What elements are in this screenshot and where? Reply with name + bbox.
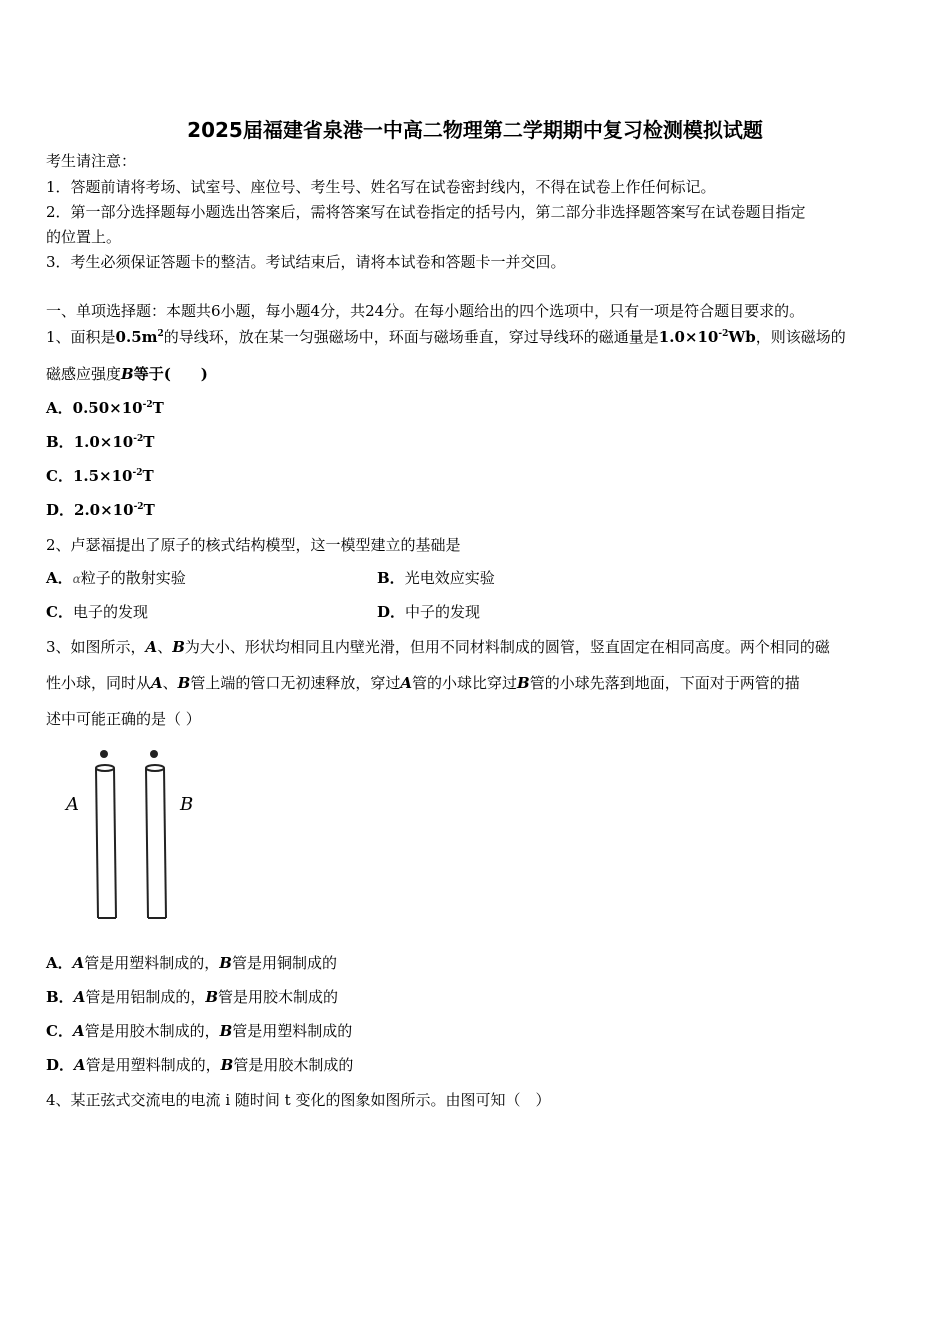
q2-option-b[interactable]: B．光电效应实验 bbox=[377, 569, 495, 587]
page-title: 2025届福建省泉港一中高二物理第二学期期中复习检测模拟试题 bbox=[187, 118, 763, 142]
q2-option-a[interactable]: A．α粒子的散射实验 bbox=[46, 569, 186, 587]
q1-option-d[interactable]: D．$2.0\times 10^{-2}T$ bbox=[46, 501, 155, 519]
q3-option-d[interactable]: D．A管是用塑料制成的，B管是用胶木制成的 bbox=[46, 1056, 354, 1074]
tube-a bbox=[96, 765, 116, 918]
q2-options-row2 bbox=[46, 603, 906, 621]
q2-option-d[interactable]: D．中子的发现 bbox=[377, 603, 481, 621]
ball-b bbox=[150, 750, 158, 758]
q1-option-b[interactable]: B．$1.0\times 10^{-2}T$ bbox=[46, 433, 155, 451]
tubes-figure bbox=[60, 748, 210, 923]
notice-item: 的位置上。 bbox=[46, 228, 122, 246]
tube-label-a: A bbox=[66, 794, 79, 815]
notice-heading: 考生请注意： bbox=[46, 152, 137, 170]
notice-item: 1．答题前请将考场、试室号、座位号、考生号、姓名写在试卷密封线内，不得在试卷上作任何标记。 bbox=[46, 178, 716, 196]
q3-stem-end: 述中可能正确的是（ ） bbox=[46, 710, 201, 728]
tube-label-b: B bbox=[180, 794, 194, 815]
ball-a bbox=[100, 750, 108, 758]
q3-option-b[interactable]: B．A管是用铝制成的，B管是用胶木制成的 bbox=[46, 988, 339, 1006]
q1-stem: 1、面积是$0.5m^2$的导线环，放在某一匀强磁场中，环面与磁场垂直，穿过导线环的磁通量是$1.0\times 10^{-2}Wb$，则该磁场的 bbox=[46, 328, 846, 346]
notice-item: 2．第一部分选择题每小题选出答案后，需将答案写在试卷指定的括号内，第二部分非选择题答案写在试卷题目指定 bbox=[46, 203, 806, 221]
section-heading: 一、单项选择题：本题共6小题，每小题4分，共24分。在每小题给出的四个选项中，只有一项是符合题目要求的。 bbox=[46, 302, 805, 320]
q2-option-c[interactable]: C．电子的发现 bbox=[46, 603, 148, 621]
q1-option-c[interactable]: C．$1.5\times 10^{-2}T$ bbox=[46, 467, 154, 485]
q1-stem-cont: 磁感应强度B等于( ) bbox=[46, 365, 208, 383]
q1-option-a[interactable]: A．$0.50\times 10^{-2}T$ bbox=[46, 399, 164, 417]
q4-stem: 4、某正弦式交流电的电流 i 随时间 t 变化的图象如图所示。由图可知（ ） bbox=[46, 1091, 551, 1109]
notice-item: 3．考生必须保证答题卡的整洁。考试结束后，请将本试卷和答题卡一并交回。 bbox=[46, 253, 566, 271]
q2-stem: 2、卢瑟福提出了原子的核式结构模型，这一模型建立的基础是 bbox=[46, 536, 461, 554]
q3-option-c[interactable]: C．A管是用胶木制成的，B管是用塑料制成的 bbox=[46, 1022, 353, 1040]
tube-b bbox=[146, 765, 166, 918]
q3-stem-cont: 性小球，同时从A、B管上端的管口无初速释放，穿过A管的小球比穿过B管的小球先落到地面，下面对于两管的描 bbox=[46, 674, 800, 692]
q2-options-row1 bbox=[46, 569, 906, 588]
q3-stem: 3、如图所示，A、B为大小、形状均相同且内壁光滑，但用不同材料制成的圆管，竖直固定在相同高度。两个相同的磁 bbox=[46, 638, 830, 656]
q3-option-a[interactable]: A．A管是用塑料制成的，B管是用铜制成的 bbox=[46, 954, 337, 972]
